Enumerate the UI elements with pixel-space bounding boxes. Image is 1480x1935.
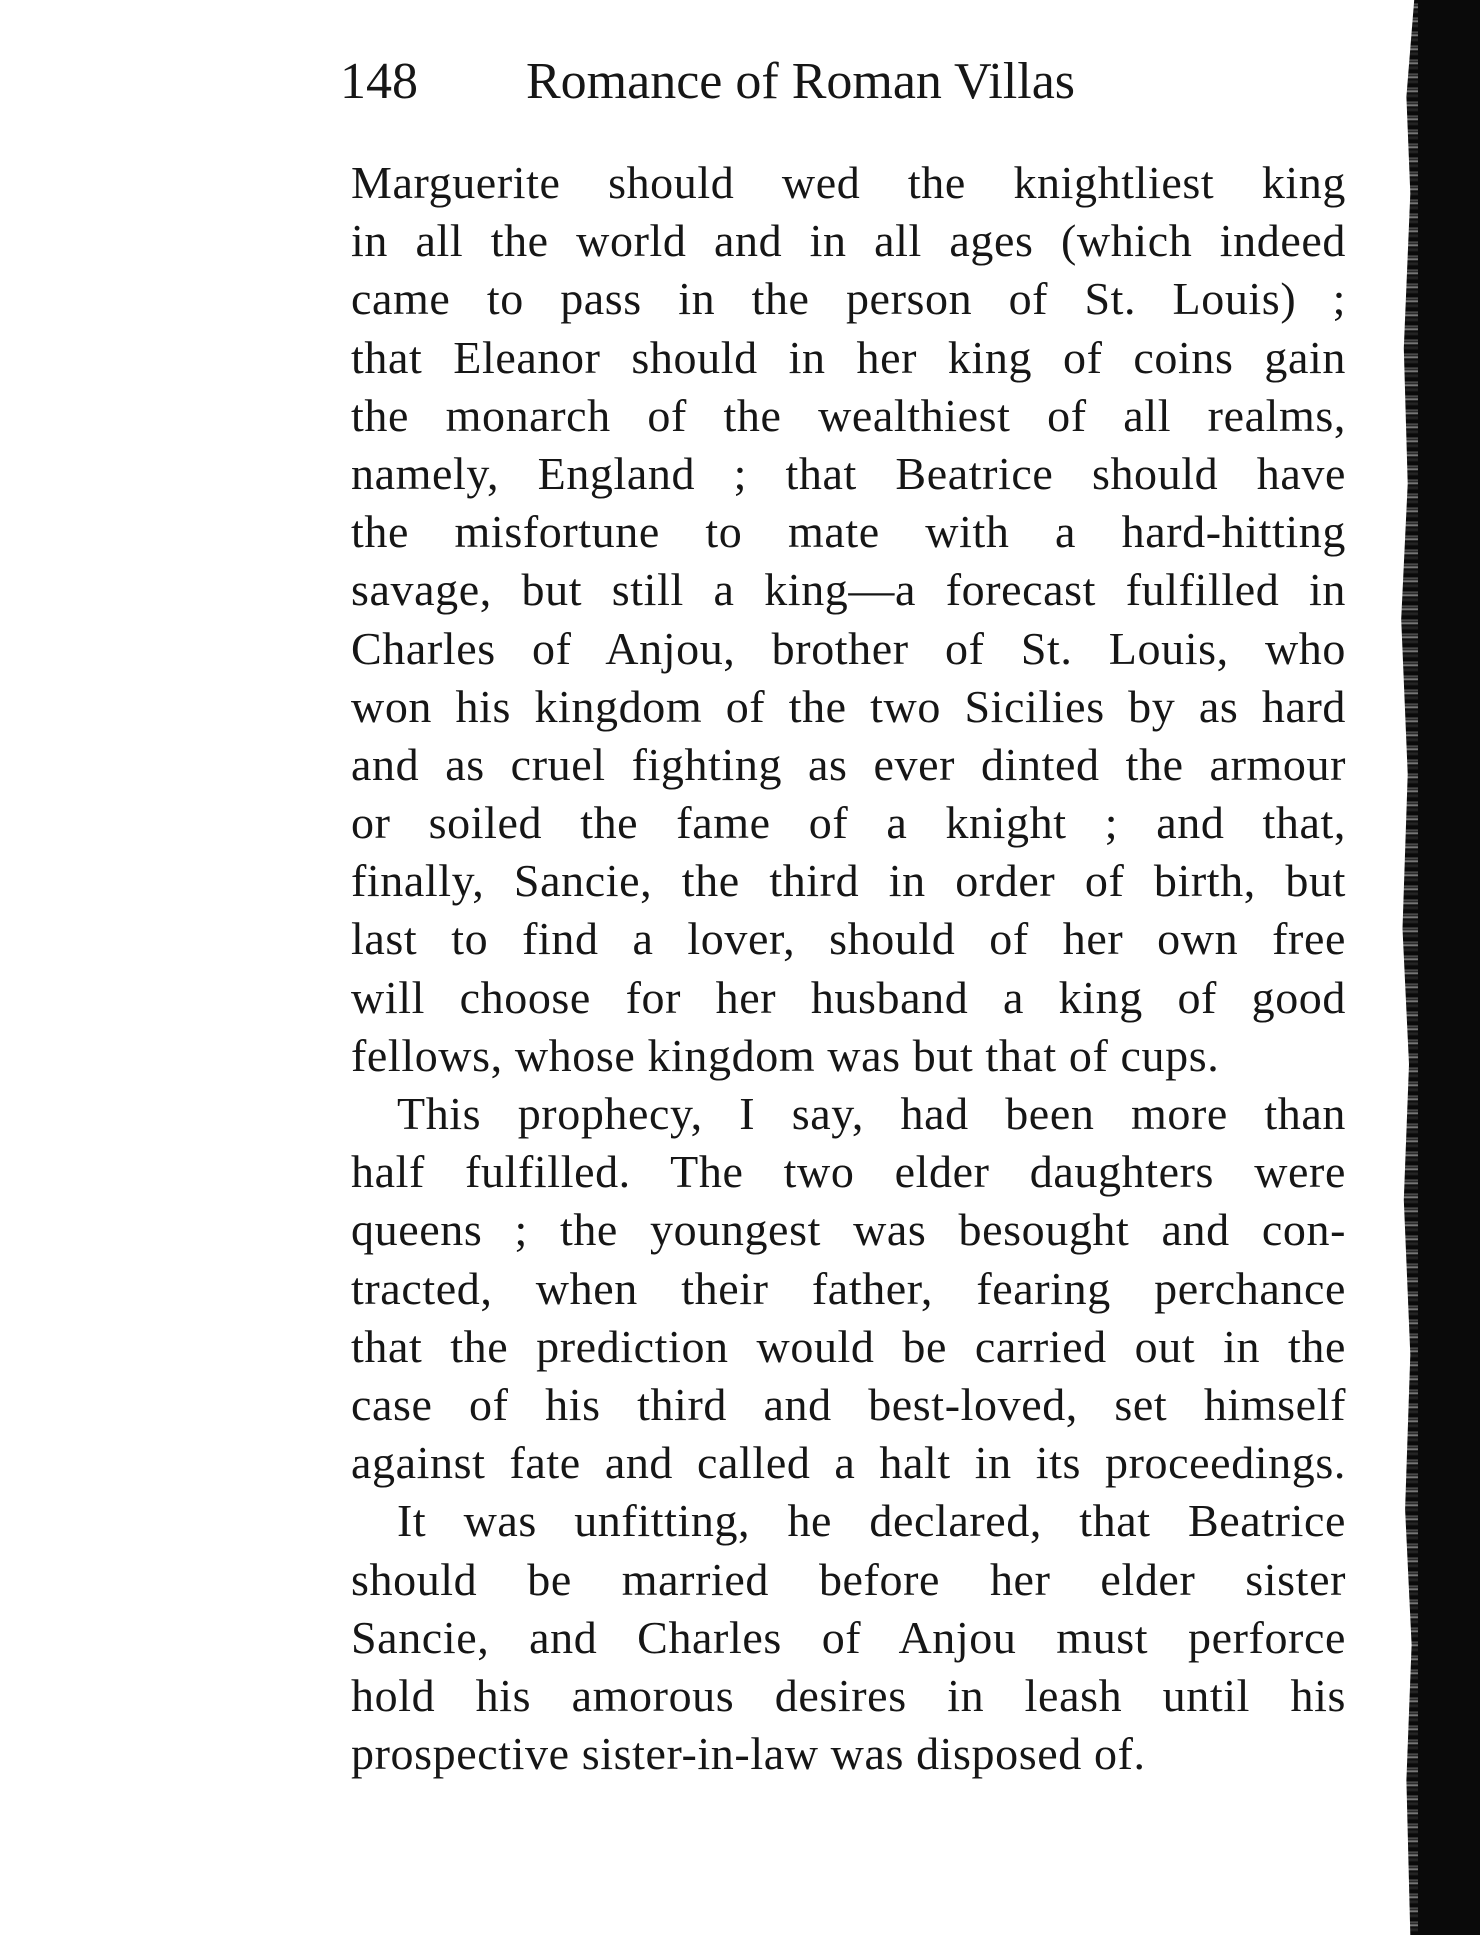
- text-line: namely, England ; that Beatrice should have: [351, 447, 1346, 499]
- paragraph-first-line: This prophecy, I say, had been more than: [397, 1088, 1346, 1139]
- text-line: half fulfilled. The two elder daughters were: [351, 1146, 1346, 1198]
- scan-edge: [1418, 0, 1480, 1935]
- text-line: came to pass in the person of St. Louis) ;: [351, 273, 1346, 325]
- paragraph-last-line: fellows, whose kingdom was but that of cups.: [351, 1029, 1220, 1081]
- text-line: savage, but still a king—a forecast fulfilled in: [351, 564, 1346, 616]
- text-line: should be married before her elder sister: [351, 1553, 1346, 1605]
- text-line: and as cruel fighting as ever dinted the armour: [351, 738, 1346, 790]
- text-line: Charles of Anjou, brother of St. Louis, who: [351, 622, 1346, 674]
- text-line: will choose for her husband a king of good: [351, 971, 1346, 1023]
- text-line: the misfortune to mate with a hard-hitting: [351, 506, 1346, 558]
- text-line: the monarch of the wealthiest of all realms,: [351, 389, 1346, 441]
- text-line: queens ; the youngest was besought and con-: [351, 1204, 1346, 1256]
- paragraph-first-line: It was unfitting, he declared, that Beatrice: [397, 1495, 1346, 1547]
- text-line: tracted, when their father, fearing perchance: [351, 1262, 1346, 1314]
- text-line: won his kingdom of the two Sicilies by as hard: [351, 680, 1346, 732]
- paragraph-last-line: against fate and called a halt in its proceedings.: [351, 1437, 1346, 1489]
- text-line: that Eleanor should in her king of coins gain: [351, 331, 1346, 383]
- text-line: finally, Sancie, the third in order of birth, but: [351, 855, 1346, 907]
- page-number: 148: [340, 53, 418, 110]
- text-line: hold his amorous desires in leash until his: [351, 1669, 1346, 1721]
- text-line: last to find a lover, should of her own free: [351, 913, 1346, 965]
- text-line: that the prediction would be carried out in the: [351, 1320, 1346, 1372]
- text-line: Marguerite should wed the knightliest king: [351, 157, 1346, 208]
- body-text: [351, 154, 1346, 1783]
- text-line: in all the world and in all ages (which indeed: [351, 215, 1346, 267]
- page-header: [340, 42, 1360, 122]
- text-line: case of his third and best-loved, set himself: [351, 1378, 1346, 1430]
- text-line: or soiled the fame of a knight ; and that,: [351, 797, 1346, 849]
- text-line: Sancie, and Charles of Anjou must perforce: [351, 1611, 1346, 1663]
- running-title: Romance of Roman Villas: [526, 53, 1076, 110]
- paragraph-last-line: prospective sister-in-law was disposed of.: [351, 1728, 1146, 1780]
